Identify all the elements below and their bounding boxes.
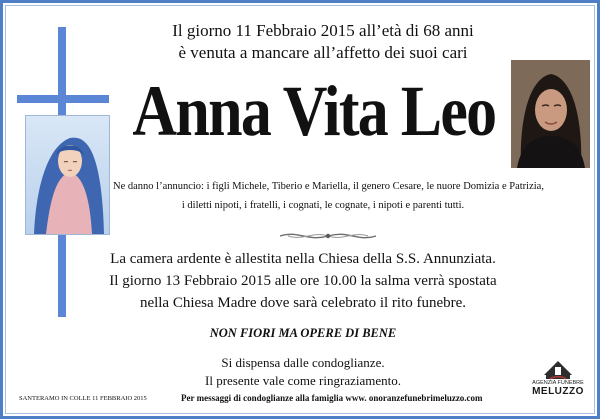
intro-line-1: Il giorno 11 Febbraio 2015 all’età di 68 anni: [172, 21, 474, 40]
slogan: NON FIORI MA OPERE DI BENE: [209, 326, 397, 340]
madonna-image: [25, 115, 110, 235]
agency-brand: MELUZZO: [532, 385, 584, 397]
deceased-name: Anna Vita Leo: [132, 71, 496, 151]
agency-logo: [525, 355, 591, 411]
cross-horizontal-bar: [17, 95, 109, 103]
condolence-messages: Per messaggi di condoglianze alla famiglia www. onoranzefunebrimeluzzo.com: [181, 393, 483, 403]
agency-label: AGENZIA FUNEBRE: [532, 380, 584, 386]
ornament-icon: [278, 229, 378, 243]
announcement-line-2: i diletti nipoti, i fratelli, i cognati, le cognate, i nipoti e parenti tutti.: [181, 200, 465, 211]
intro-line-2: è venuta a mancare all’affetto dei suoi cari: [178, 43, 468, 62]
ceremony-line-3: nella Chiesa Madre dove sarà celebrato il rito funebre.: [139, 295, 467, 311]
thanks-line-1: Si dispensa dalle condoglianze.: [221, 355, 385, 370]
thanks-line-2: Il presente vale come ringraziamento.: [205, 373, 401, 388]
ceremony-line-2: Il giorno 13 Febbraio 2015 alle ore 10.00 la salma verrà spostata: [109, 273, 497, 289]
place-date: SANTERAMO IN COLLE 11 FEBBRAIO 2015: [19, 395, 147, 402]
ceremony-line-1: La camera ardente è allestita nella Chiesa della S.S. Annunziata.: [110, 251, 496, 267]
deceased-portrait: [511, 60, 590, 168]
announcement-line-1: Ne danno l’annuncio: i figli Michele, Tiberio e Mariella, il genero Cesare, le nuore Domizia e Patrizia,: [113, 181, 544, 192]
agency-logo-icon: [538, 355, 578, 381]
